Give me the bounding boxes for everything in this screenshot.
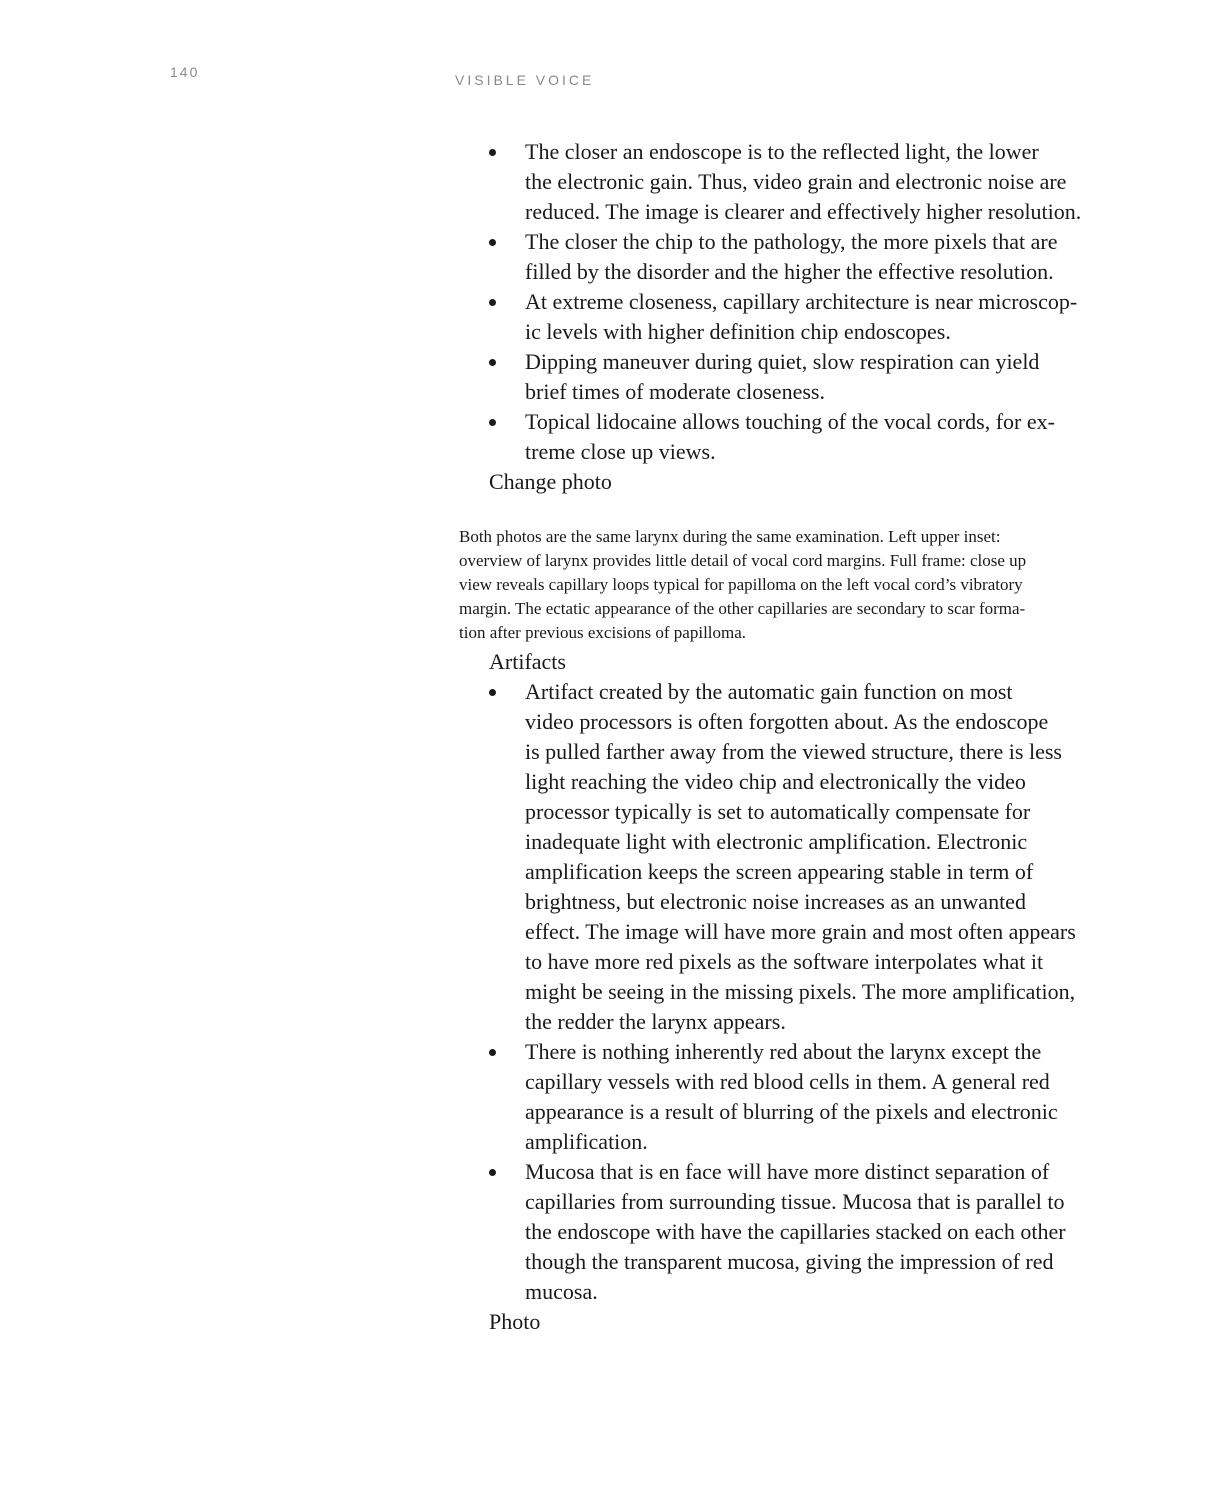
text-line: the redder the larynx appears. — [525, 1009, 786, 1034]
text-line: brief times of moderate closeness. — [525, 379, 825, 404]
text-line: Artifact created by the automatic gain function on most — [525, 679, 1013, 704]
text-line: to have more red pixels as the software interpolates what it — [525, 949, 1044, 974]
bullet-icon — [489, 359, 496, 366]
bullet-icon — [489, 239, 496, 246]
caption-line: overview of larynx provides little detail of vocal cord margins. Full frame: close up — [459, 551, 1027, 570]
closeness-bullet-list — [489, 137, 1089, 467]
photo-label: Photo — [489, 1309, 541, 1334]
text-line: appearance is a result of blurring of the pixels and electronic — [525, 1099, 1058, 1124]
caption-line: view reveals capillary loops typical for papilloma on the left vocal cord’s vibratory — [459, 575, 1023, 594]
text-line: ic levels with higher definition chip endoscopes. — [525, 319, 951, 344]
text-line: capillary vessels with red blood cells in them. A general red — [525, 1069, 1050, 1094]
list-item — [489, 1037, 1089, 1157]
caption-line: tion after previous excisions of papilloma. — [459, 623, 747, 642]
text-line: though the transparent mucosa, giving the impression of red — [525, 1249, 1054, 1274]
artifacts-heading: Artifacts — [489, 649, 566, 674]
text-line: is pulled farther away from the viewed structure, there is less — [525, 739, 1062, 764]
list-item — [489, 407, 1089, 467]
bullet-icon — [489, 419, 496, 426]
list-item — [489, 137, 1089, 227]
text-line: Mucosa that is en face will have more distinct separation of — [525, 1159, 1050, 1184]
text-line: capillaries from surrounding tissue. Mucosa that is parallel to — [525, 1189, 1065, 1214]
text-line: mucosa. — [525, 1279, 598, 1304]
text-line: Dipping maneuver during quiet, slow respiration can yield — [525, 349, 1040, 374]
text-line: Topical lidocaine allows touching of the vocal cords, for ex- — [525, 409, 1055, 434]
text-line: amplification. — [525, 1129, 648, 1154]
text-line: video processors is often forgotten about. As the endoscope — [525, 709, 1049, 734]
text-line: might be seeing in the missing pixels. The more amplification, — [525, 979, 1076, 1004]
text-line: brightness, but electronic noise increases as an unwanted — [525, 889, 1026, 914]
list-item — [489, 1157, 1089, 1307]
text-line: At extreme closeness, capillary architecture is near microscop- — [525, 289, 1078, 314]
running-head: VISIBLE VOICE — [455, 72, 595, 88]
caption-line: Both photos are the same larynx during the same examination. Left upper inset: — [459, 527, 1001, 546]
list-item — [489, 227, 1089, 287]
bullet-icon — [489, 1049, 496, 1056]
text-line: There is nothing inherently red about the larynx except the — [525, 1039, 1042, 1064]
text-line: treme close up views. — [525, 439, 716, 464]
text-line: the electronic gain. Thus, video grain and electronic noise are — [525, 169, 1067, 194]
text-line: The closer the chip to the pathology, the more pixels that are — [525, 229, 1058, 254]
text-line: inadequate light with electronic amplification. Electronic — [525, 829, 1028, 854]
text-line: light reaching the video chip and electronically the video — [525, 769, 1026, 794]
bullet-icon — [489, 299, 496, 306]
text-line: reduced. The image is clearer and effectively higher resolution. — [525, 199, 1082, 224]
text-line: effect. The image will have more grain and most often appears — [525, 919, 1076, 944]
page-number: 140 — [170, 64, 200, 80]
text-line: filled by the disorder and the higher the effective resolution. — [525, 259, 1054, 284]
text-line: processor typically is set to automatically compensate for — [525, 799, 1031, 824]
photo-caption — [459, 525, 1099, 645]
bullet-icon — [489, 149, 496, 156]
text-line: amplification keeps the screen appearing stable in term of — [525, 859, 1034, 884]
artifacts-bullet-list — [489, 677, 1089, 1307]
bullet-icon — [489, 1169, 496, 1176]
list-item — [489, 347, 1089, 407]
list-item — [489, 287, 1089, 347]
caption-line: margin. The ectatic appearance of the other capillaries are secondary to scar forma- — [459, 599, 1026, 618]
change-photo-label: Change photo — [489, 469, 612, 494]
text-line: The closer an endoscope is to the reflected light, the lower — [525, 139, 1039, 164]
list-item — [489, 677, 1089, 1037]
bullet-icon — [489, 689, 496, 696]
text-line: the endoscope with have the capillaries stacked on each other — [525, 1219, 1066, 1244]
